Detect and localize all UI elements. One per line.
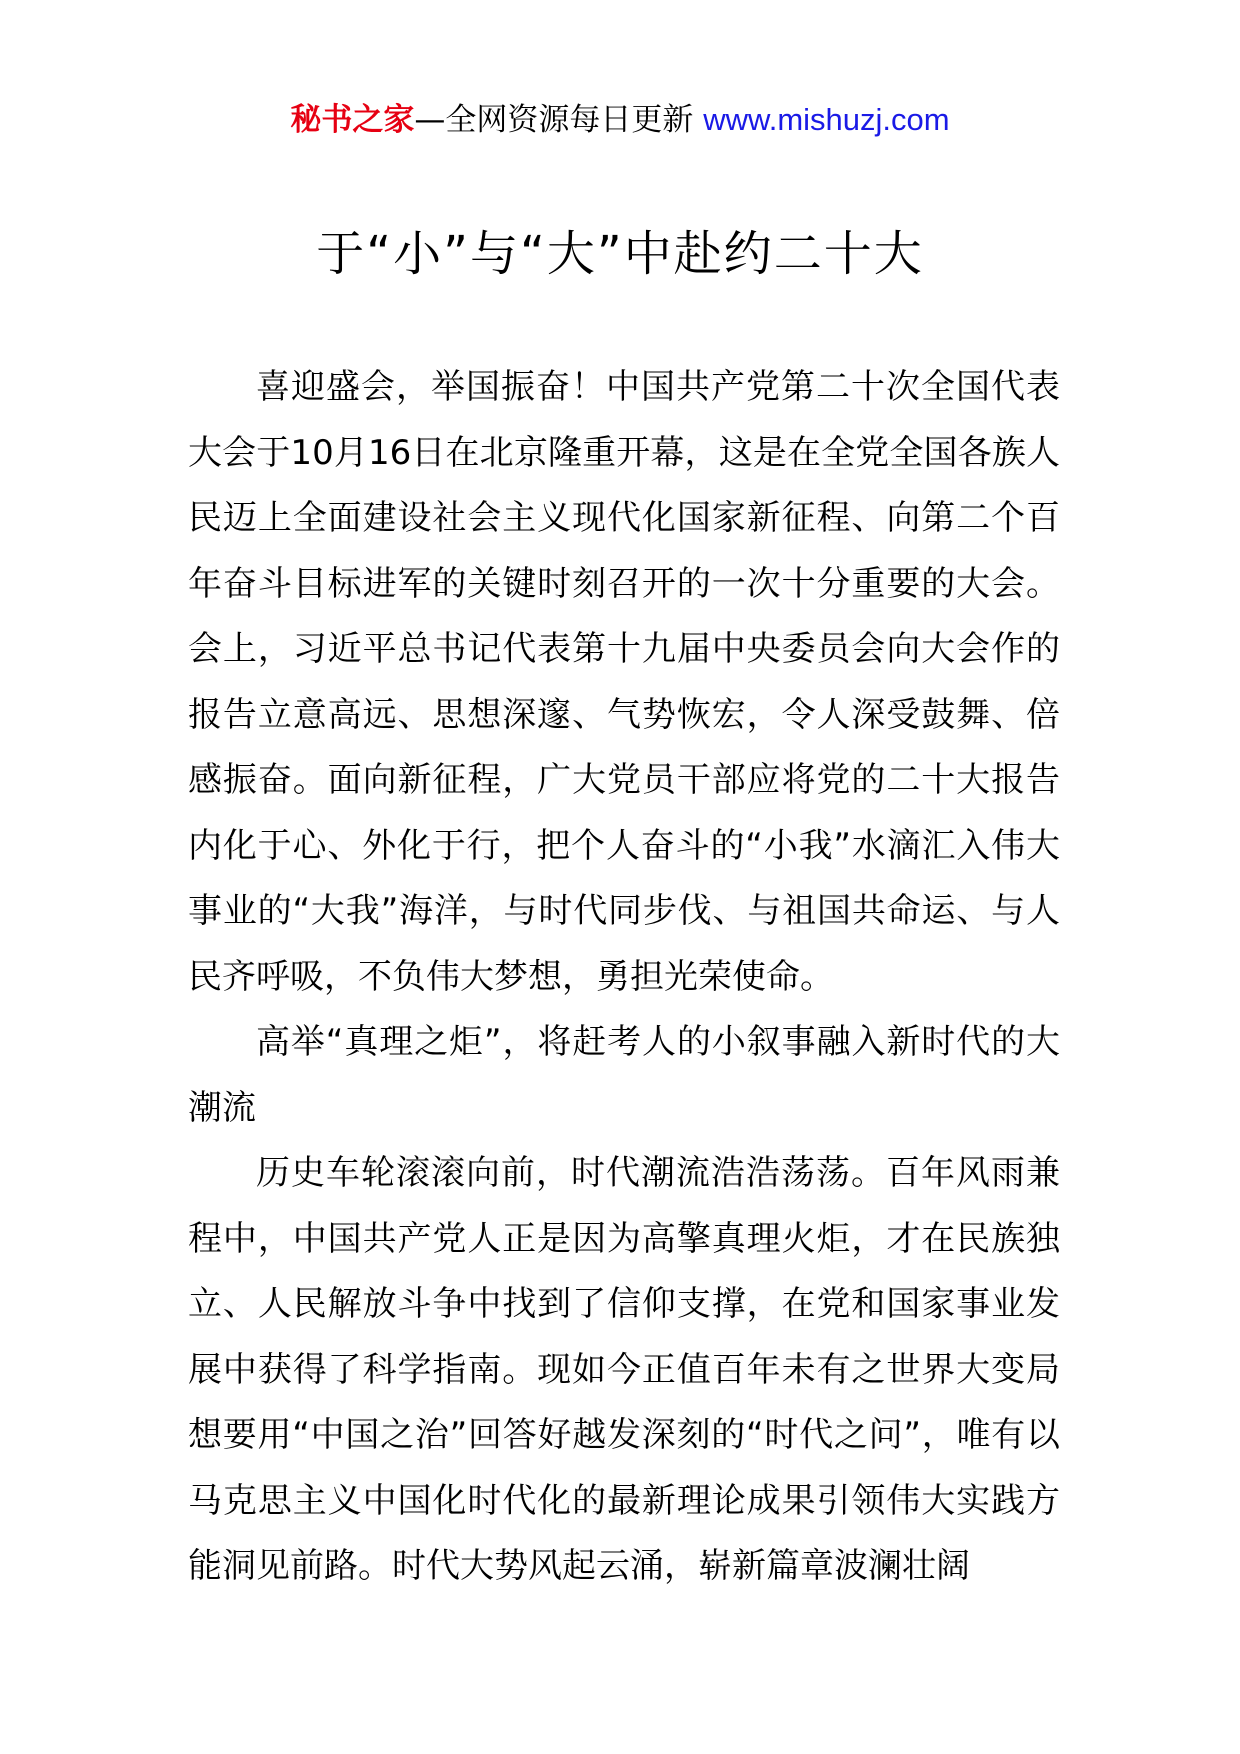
document-body: [188, 355, 1060, 1600]
body-paragraph-history: 历史车轮滚滚向前，时代潮流浩浩荡荡。百年风雨兼程中，中国共产党人正是因为高擎真理火炬，才在民族独立、人民解放斗争中找到了信仰支撑，在党和国家事业发展中获得了科学指南。现如今正值百年未有之世界大变局想要用“中国之治”回答好越发深刻的“时代之问”，唯有以马克思主义中国化时代化的最新理论成果引领伟大实践方能洞见前路。时代大势风起云涌，崭新篇章波澜壮阔: [188, 1153, 1060, 1586]
site-header: [0, 98, 1240, 142]
section-heading: 高举“真理之炬”，将赶考人的小叙事融入新时代的大潮流: [188, 1022, 1060, 1128]
document-title: 于“小”与“大”中赴约二十大: [316, 226, 924, 282]
body-paragraph-intro: 喜迎盛会，举国振奋！中国共产党第二十次全国代表大会于10月16日在北京隆重开幕，这是在全党全国各族人民迈上全面建设社会主义现代化国家新征程、向第二个百年奋斗目标进军的关键时刻召开的一次十分重要的大会。会上，习近平总书记代表第十九届中央委员会向大会作的报告立意高远、思想深邃、气势恢宏，令人深受鼓舞、倍感振奋。面向新征程，广大党员干部应将党的二十大报告内化于心、外化于行，把个人奋斗的“小我”水滴汇入伟大事业的“大我”海洋，与时代同步伐、与祖国共命运、与人民齐呼吸，不负伟大梦想，勇担光荣使命。: [188, 367, 1060, 997]
site-url-link[interactable]: www.mishuzj.com: [703, 102, 950, 137]
site-name: 秘书之家: [290, 102, 415, 138]
site-tagline: —全网资源每日更新: [414, 102, 694, 138]
